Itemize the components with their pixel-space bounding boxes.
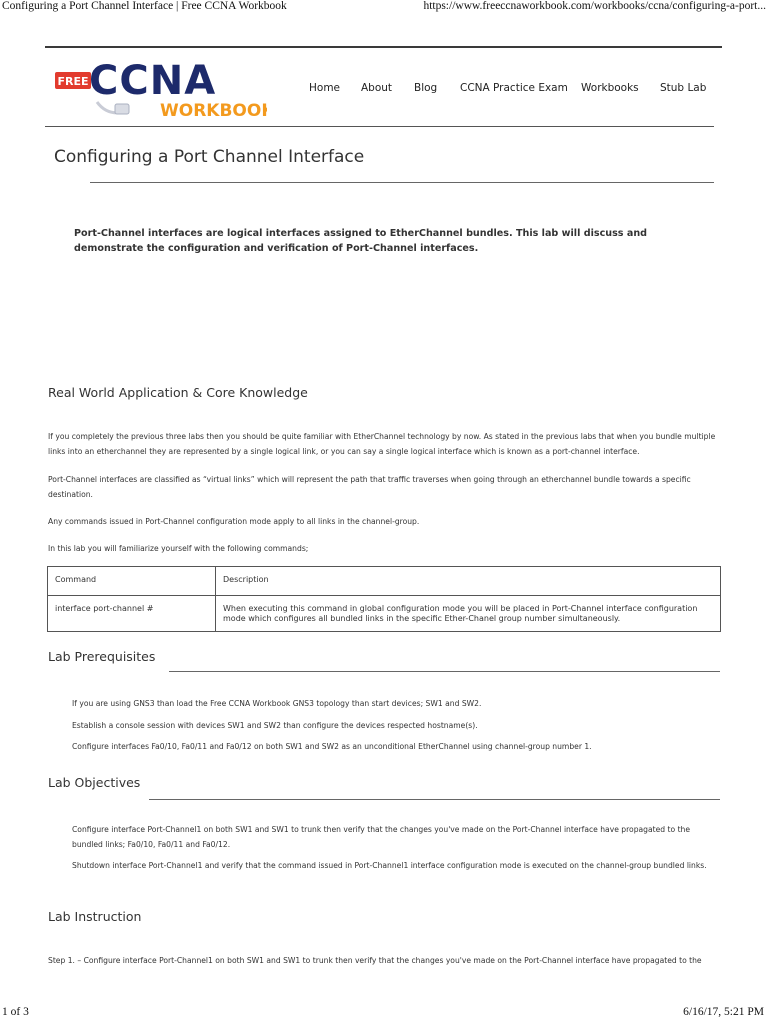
heading-objectives: Lab Objectives xyxy=(48,775,141,790)
list-item: Configure interface Port-Channel1 on both SW1 and SW1 to trunk then verify that the changes you've made on the Port-Channel interface have propagated to the bundled links; Fa0/10, Fa0/11 and Fa0/12. xyxy=(72,825,691,849)
print-page-url: https://www.freeccnaworkbook.com/workbooks/ccna/configuring-a-port... xyxy=(423,0,766,12)
heading-prerequisites: Lab Prerequisites xyxy=(48,649,156,664)
paragraph: In this lab you will familiarize yourself with the following commands; xyxy=(48,544,309,553)
logo-free-text: FREE xyxy=(57,75,89,88)
list-item: Shutdown interface Port-Channel1 and verify that the command issued in Port-Channel1 interface configuration mode is executed on the channel-group bundled links. xyxy=(72,861,707,870)
nav-about[interactable]: About xyxy=(361,82,393,94)
print-footer xyxy=(0,1006,768,1022)
list-item: Establish a console session with devices SW1 and SW2 than configure the devices respected hostname(s). xyxy=(72,721,478,730)
nav-ccna-practice-exam[interactable]: CCNA Practice Exam xyxy=(460,82,568,94)
nav-divider xyxy=(45,126,714,127)
list-item: Configure interfaces Fa0/10, Fa0/11 and Fa0/12 on both SW1 and SW2 as an unconditional EtherChannel using channel-group number 1. xyxy=(72,742,592,751)
logo-workbook-text: WORKBOOK xyxy=(160,101,267,121)
heading-instruction: Lab Instruction xyxy=(48,909,142,924)
page-number: 1 of 3 xyxy=(2,1006,29,1018)
table-cell-command: interface port-channel # xyxy=(48,596,216,632)
paragraph: Port-Channel interfaces are classified as “virtual links” which will represent the path that traffic traverses when going through an etherchannel bundle towards a specific destination. xyxy=(48,475,691,499)
print-header xyxy=(0,0,768,16)
table-header-command: Command xyxy=(48,567,216,596)
logo-ccna-text: CCNA xyxy=(89,58,217,104)
list-item: If you are using GNS3 than load the Free CCNA Workbook GNS3 topology than start devices; SW1 and SW2. xyxy=(72,699,482,708)
heading-real-world: Real World Application & Core Knowledge xyxy=(48,385,308,400)
table-header-row xyxy=(48,567,721,596)
intro-text: Port-Channel interfaces are logical interfaces assigned to EtherChannel bundles. This lab will discuss and demonstrate the configuration and verification of Port-Channel interfaces. xyxy=(74,228,648,254)
table-cell-description: When executing this command in global configuration mode you will be placed in Port-Channel interface configuration mode which configures all bundled links in the specific Ether-Chanel group number simultaneously. xyxy=(216,596,721,632)
paragraph: If you completely the previous three labs then you should be quite familiar with EtherChannel technology by now. As stated in the previous labs that when you bundle multiple links into an etherchannel they are represented by a single logical link, or you can say a single logical interface which is known as a port-channel interface. xyxy=(48,432,716,456)
table-row xyxy=(48,596,721,632)
paragraph: Any commands issued in Port-Channel configuration mode apply to all links in the channel-group. xyxy=(48,517,420,526)
table-header-description: Description xyxy=(216,567,721,596)
commands-table xyxy=(47,566,721,632)
title-divider xyxy=(90,182,714,183)
top-divider xyxy=(45,46,722,48)
main-nav xyxy=(0,82,768,98)
step-text: Step 1. – Configure interface Port-Channel1 on both SW1 and SW1 to trunk then verify that the changes you've made on the Port-Channel interface have propagated to the xyxy=(48,956,702,965)
objectives-divider xyxy=(149,799,720,800)
nav-workbooks[interactable]: Workbooks xyxy=(581,82,639,94)
page-title: Configuring a Port Channel Interface xyxy=(54,147,365,167)
prereq-divider xyxy=(169,671,720,672)
nav-stub-lab[interactable]: Stub Lab xyxy=(660,82,707,94)
nav-home[interactable]: Home xyxy=(309,82,341,94)
print-page-title: Configuring a Port Channel Interface | Free CCNA Workbook xyxy=(2,0,287,12)
print-datetime: 6/16/17, 5:21 PM xyxy=(683,1006,764,1018)
nav-blog[interactable]: Blog xyxy=(414,82,438,94)
